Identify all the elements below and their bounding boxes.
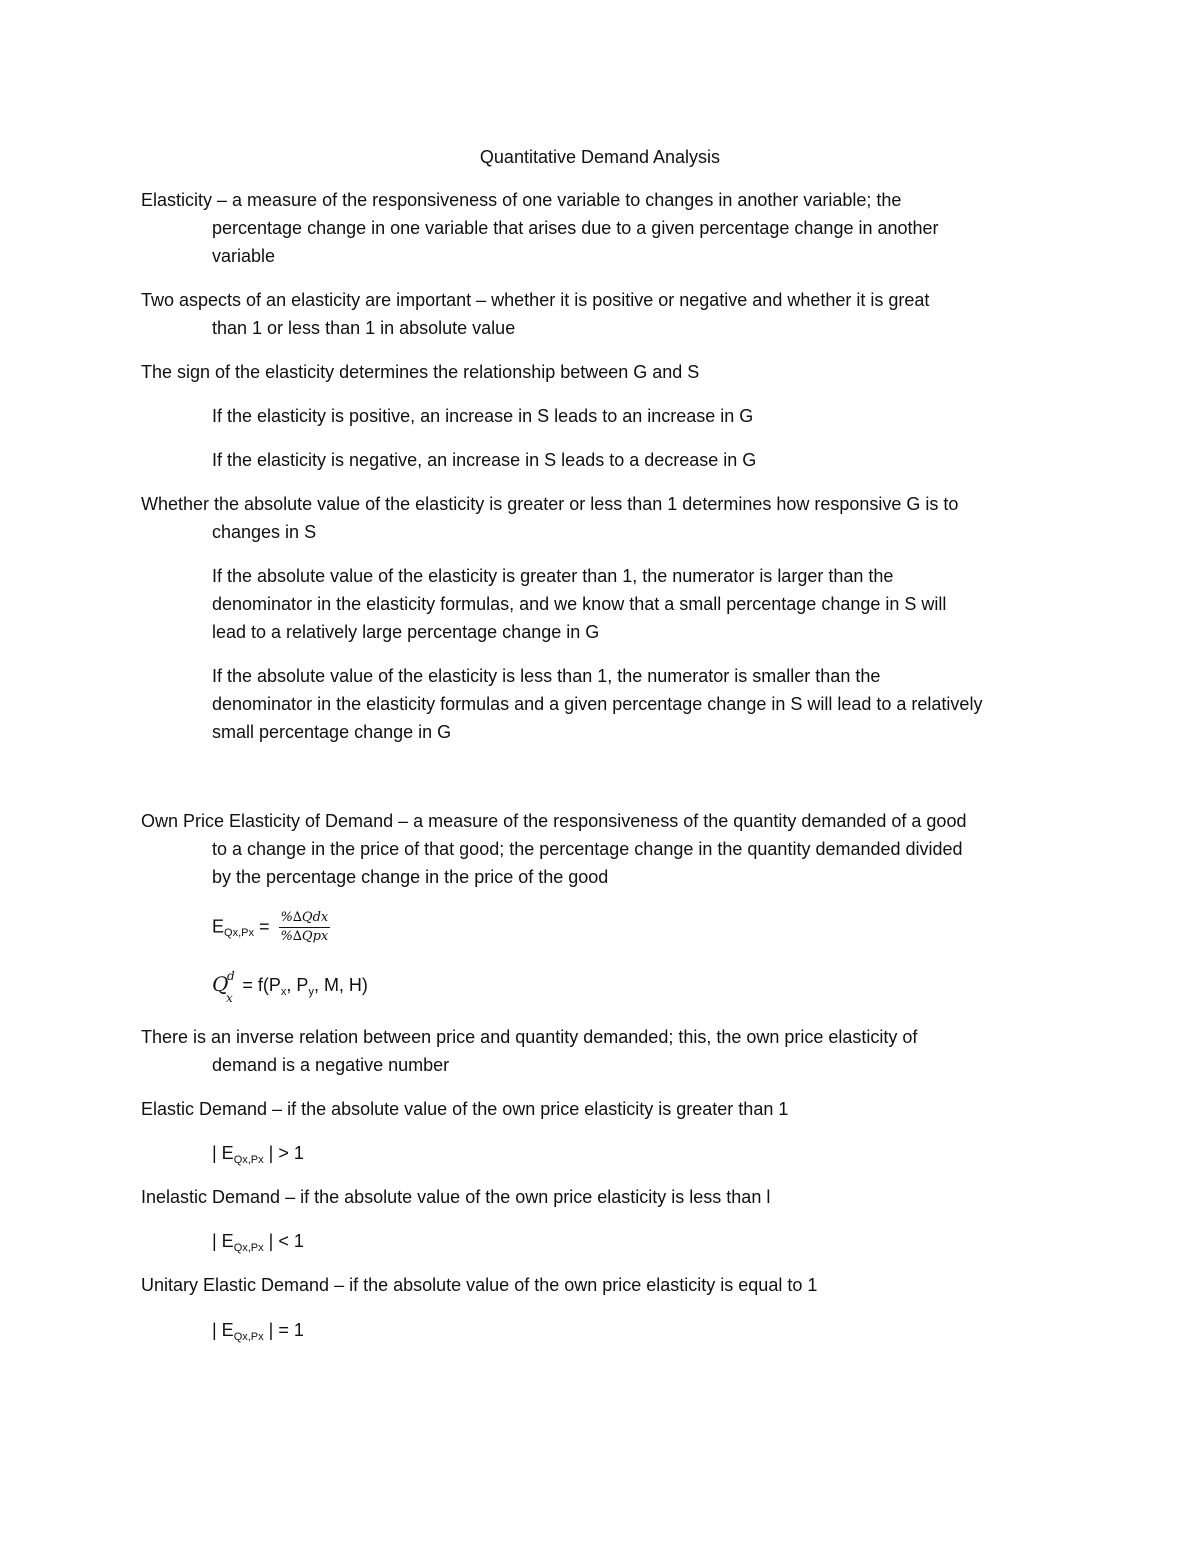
text-line: by the percentage change in the price of the good — [212, 867, 609, 887]
text-line: variable — [212, 246, 276, 266]
text-line: changes in S — [212, 522, 317, 542]
text-line: Whether the absolute value of the elasticity is greater or less than 1 determines how responsive G is to — [141, 494, 959, 514]
text-line: If the absolute value of the elasticity is greater than 1, the numerator is larger than the — [212, 566, 894, 586]
text-line: Own Price Elasticity of Demand – a measure of the responsiveness of the quantity demanded of a good — [141, 811, 967, 831]
formula-subscript: x — [280, 986, 287, 998]
sign-paragraph: The sign of the elasticity determines the relationship between G and S — [141, 362, 700, 382]
inverse-relation-paragraph — [141, 1023, 1071, 1079]
formula-subscript: x — [226, 991, 233, 1005]
formula-equals: = — [253, 916, 270, 937]
elasticity-formula — [212, 910, 330, 945]
formula-subscript: Qx,Px — [233, 1331, 264, 1343]
formula-fraction — [279, 910, 331, 945]
formula-superscript: d — [227, 969, 235, 983]
elasticity-aspects — [141, 286, 1071, 342]
text-line: Elasticity – a measure of the responsiveness of one variable to changes in another variable; the — [141, 190, 902, 210]
unitary-formula — [212, 1316, 304, 1347]
text-line: There is an inverse relation between price and quantity demanded; this, the own price elasticity of — [141, 1027, 918, 1047]
unitary-demand-text: Unitary Elastic Demand – if the absolute value of the own price elasticity is equal to 1 — [141, 1275, 818, 1295]
formula-text: | E — [212, 1143, 234, 1163]
text-line: small percentage change in G — [212, 722, 452, 742]
text-line: If the absolute value of the elasticity is less than 1, the numerator is smaller than the — [212, 666, 881, 686]
formula-text: , M, H) — [313, 975, 368, 995]
formula-text: | E — [212, 1320, 234, 1340]
greater-than-one-text — [212, 562, 1072, 646]
absolute-value-paragraph — [141, 490, 1071, 546]
elasticity-definition — [141, 186, 1071, 270]
positive-elasticity-text: If the elasticity is positive, an increase in S leads to an increase in G — [212, 406, 754, 426]
formula-text: | E — [212, 1231, 234, 1251]
formula-subscript: Qx,Px — [224, 927, 254, 940]
formula-text: | < 1 — [263, 1231, 304, 1251]
quantity-symbol — [212, 969, 235, 1005]
formula-text: = f(P — [242, 975, 281, 995]
formula-symbol: E — [212, 916, 225, 937]
formula-text: | = 1 — [263, 1320, 304, 1340]
negative-elasticity-text: If the elasticity is negative, an increase in S leads to a decrease in G — [212, 450, 757, 470]
elastic-formula — [212, 1139, 304, 1170]
formula-subscript: y — [308, 986, 314, 998]
text-line: to a change in the price of that good; the percentage change in the quantity demanded divided — [212, 839, 963, 859]
own-price-elasticity-definition — [141, 807, 1071, 891]
text-line: Two aspects of an elasticity are important – whether it is positive or negative and whether it is great — [141, 290, 930, 310]
formula-text: | > 1 — [263, 1143, 304, 1163]
text-line: denominator in the elasticity formulas and a given percentage change in S will lead to a relatively — [212, 694, 983, 714]
elastic-demand-text: Elastic Demand – if the absolute value of the own price elasticity is greater than 1 — [141, 1099, 789, 1119]
page-title: Quantitative Demand Analysis — [479, 147, 721, 167]
less-than-one-text — [212, 662, 1072, 746]
fraction-denominator: %∆Qpx — [280, 929, 329, 944]
formula-text: , P — [286, 975, 309, 995]
formula-symbol: Q — [212, 972, 229, 996]
text-line: lead to a relatively large percentage change in G — [212, 622, 600, 642]
fraction-numerator: %∆Qdx — [279, 910, 331, 928]
demand-function-formula — [212, 969, 368, 1005]
function-expression — [228, 975, 368, 998]
inelastic-demand-text: Inelastic Demand – if the absolute value of the own price elasticity is less than l — [141, 1187, 771, 1207]
text-line: denominator in the elasticity formulas, and we know that a small percentage change in S will — [212, 594, 947, 614]
inelastic-formula — [212, 1227, 304, 1258]
formula-subscript: Qx,Px — [233, 1154, 264, 1166]
text-line: than 1 or less than 1 in absolute value — [212, 318, 516, 338]
formula-subscript: Qx,Px — [233, 1242, 264, 1254]
text-line: percentage change in one variable that arises due to a given percentage change in another — [212, 218, 939, 238]
text-line: demand is a negative number — [212, 1055, 450, 1075]
